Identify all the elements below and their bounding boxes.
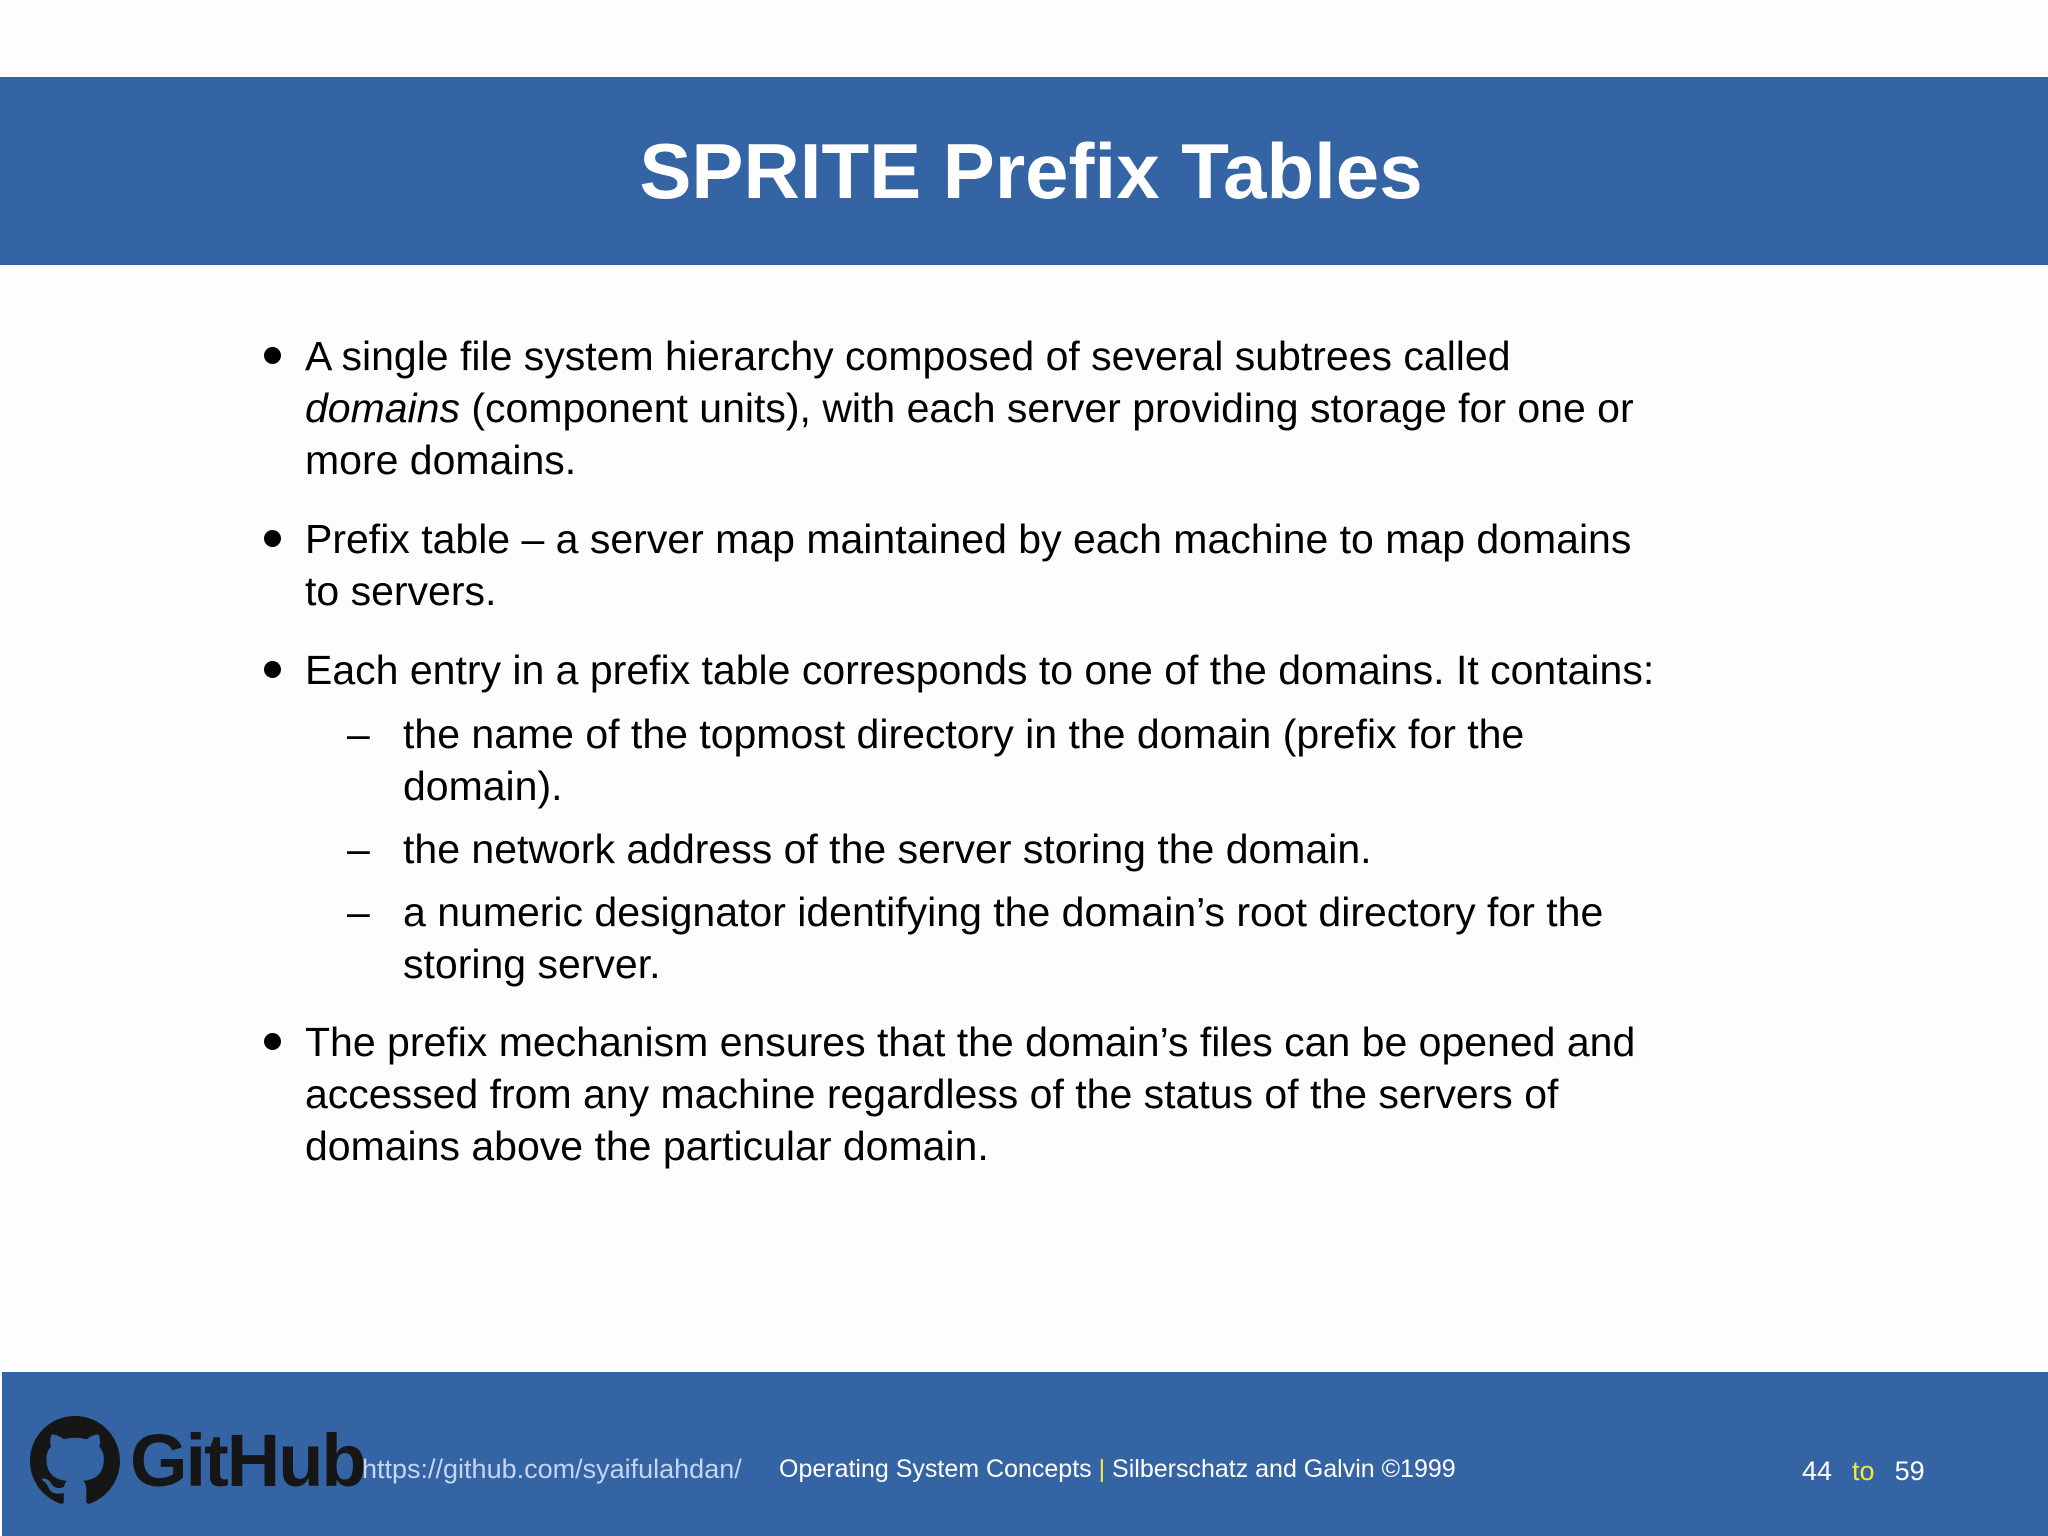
page-total: 59	[1894, 1456, 1925, 1486]
sub-item-3	[403, 886, 1603, 990]
bullet-marker	[264, 530, 281, 547]
bullet-item-4	[305, 1016, 1635, 1172]
emphasis-text: domains	[305, 385, 460, 431]
bullet-line	[305, 382, 1634, 434]
bullet-line: more domains.	[305, 437, 577, 483]
bullet-line: domains above the particular domain.	[305, 1123, 989, 1169]
footer-url-link[interactable]: https://github.com/syaifulahdan/	[362, 1454, 742, 1484]
bullet-line: The prefix mechanism ensures that the domain’s files can be opened and	[305, 1019, 1636, 1065]
bullet-marker	[264, 347, 281, 364]
github-wordmark: GitHub	[130, 1419, 365, 1502]
slide-title: SPRITE Prefix Tables	[639, 126, 1423, 215]
github-octocat-icon	[30, 1416, 120, 1506]
bullet-line-rest: (component units), with each server providing storage for one or	[459, 385, 1634, 431]
bullet-line: to servers.	[305, 568, 497, 614]
page-indicator	[1802, 1452, 1925, 1490]
bullet-item-3	[305, 644, 1654, 696]
sub-item-line: storing server.	[403, 941, 661, 987]
book-title: Operating System Concepts	[779, 1455, 1099, 1483]
github-logo[interactable]	[30, 1416, 365, 1506]
sub-item-line: a numeric designator identifying the domain’s root directory for the	[403, 889, 1604, 935]
footer-separator: |	[1098, 1455, 1106, 1483]
sub-item-line: the network address of the server storing the domain.	[403, 826, 1372, 872]
sub-item-2	[403, 823, 1372, 875]
page-current: 44	[1802, 1456, 1833, 1486]
bullet-marker	[264, 661, 281, 678]
footer-citation	[779, 1450, 1456, 1488]
bullet-item-2	[305, 513, 1631, 617]
book-authors: Silberschatz and Galvin ©1999	[1105, 1455, 1456, 1483]
bullet-item-1	[305, 330, 1634, 486]
bullet-line: accessed from any machine regardless of the status of the servers of	[305, 1071, 1559, 1117]
bullet-marker	[264, 1033, 281, 1050]
bullet-line: Each entry in a prefix table corresponds to one of the domains. It contains:	[305, 647, 1655, 693]
sub-bullet-marker: –	[347, 889, 370, 935]
bullet-line: A single file system hierarchy composed of several subtrees called	[305, 333, 1511, 379]
sub-bullet-marker: –	[347, 826, 370, 872]
sub-bullet-marker: –	[347, 711, 370, 757]
sub-item-1	[403, 708, 1524, 812]
bullet-line: Prefix table – a server map maintained by each machine to map domains	[305, 516, 1632, 562]
sub-item-line: domain).	[403, 763, 563, 809]
page-to-label: to	[1852, 1456, 1875, 1486]
sub-item-line: the name of the topmost directory in the domain (prefix for the	[403, 711, 1525, 757]
